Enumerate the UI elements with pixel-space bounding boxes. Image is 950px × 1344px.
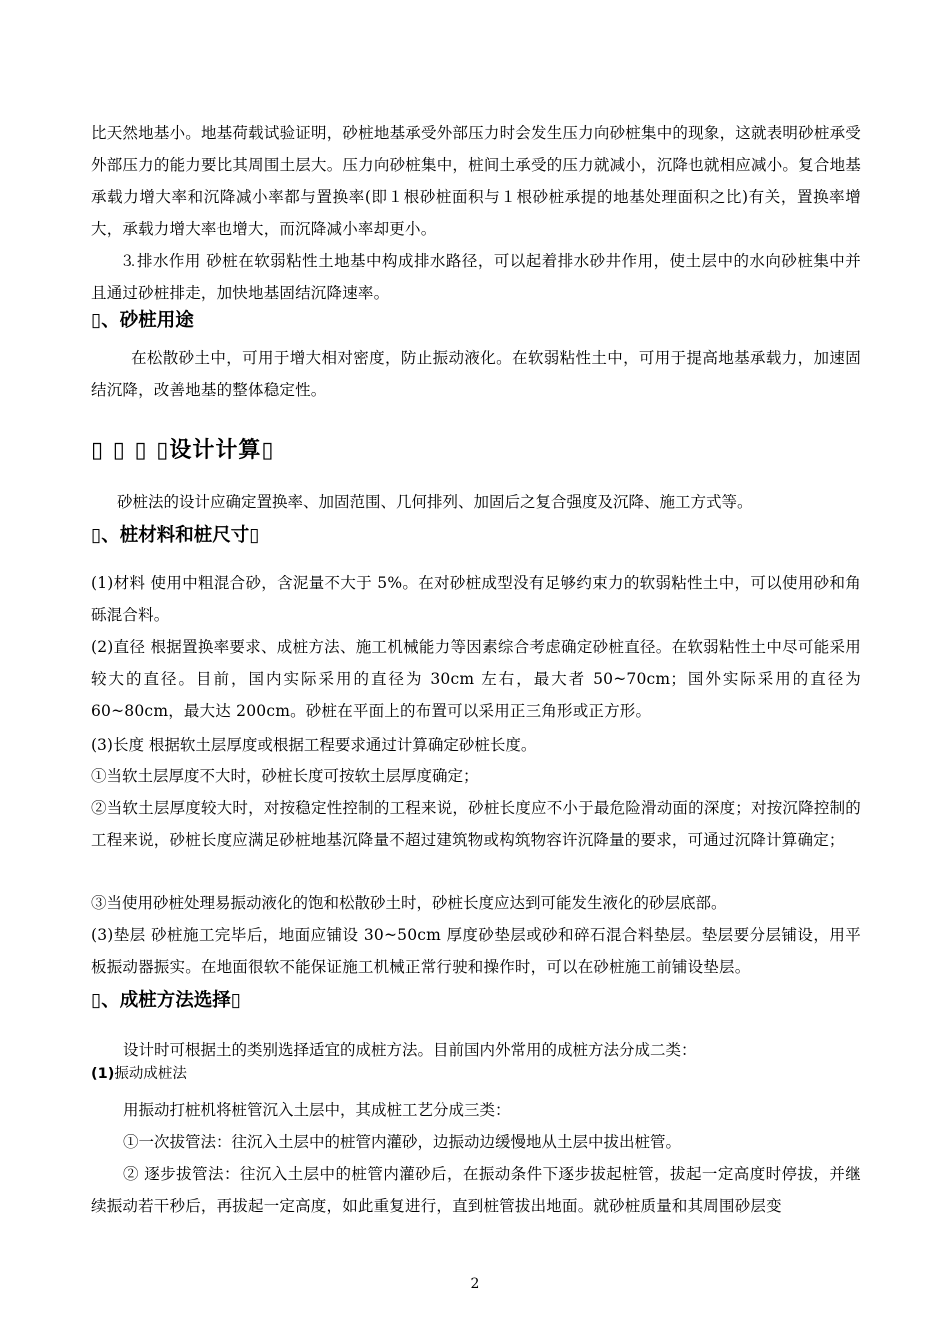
page-number: 2	[470, 1276, 480, 1292]
heading-text: 、成桩方法选择	[101, 990, 231, 1011]
heading-text: 、砂桩用途	[101, 310, 194, 331]
paragraph-single-pull: ①一次拔管法：往沉入土层中的桩管内灌砂，边振动边缓慢地从土层中拔出桩管。	[123, 1133, 682, 1151]
paragraph-length: (3)长度 根据软土层厚度或根据工程要求通过计算确定砂桩长度。	[91, 736, 537, 754]
heading-marker: ▯ ▯ ▯ ▯	[91, 438, 170, 463]
paragraph-use: 在松散砂土中，可用于增大相对密度，防止振动液化。在软弱粘性土中，可用于提高地基承载力，加速固结沉降，改善地基的整体稳定性。	[91, 349, 861, 399]
paragraph-diameter: (2)直径 根据置换率要求、成桩方法、施工机械能力等因素综合考虑确定砂桩直径。在软弱粘性土中尽可能采用较大的直径。目前，国内实际采用的直径为 30cm 左右，最大者 50~70cm；国外实际采用的直径为 60~80cm，最大达 200cm。砂桩在平面上的布置可以采用正三角形或正方形。	[91, 638, 861, 720]
heading-material-size: ▯、桩材料和桩尺寸▯	[91, 525, 260, 546]
subheading-text: 振动成桩法	[114, 1066, 187, 1082]
subheading-number: (1)	[91, 1066, 115, 1082]
paragraph-vibration-intro: 用振动打桩机将桩管沉入土层中，其成桩工艺分成三类：	[123, 1101, 511, 1119]
heading-marker: ▯	[91, 310, 102, 331]
paragraph-length-case-1: ①当软土层厚度不大时，砂桩长度可按软土层厚度确定；	[91, 767, 479, 785]
heading-method-selection: ▯、成桩方法选择▯	[91, 990, 241, 1011]
heading-marker: ▯	[91, 525, 102, 546]
heading-sand-pile-use	[91, 308, 194, 334]
paragraph-composite-foundation: 比天然地基小。地基荷载试验证明，砂桩地基承受外部压力时会发生压力向砂桩集中的现象，这就表明砂桩承受外部压力的能力要比其周围土层大。压力向砂桩集中，桩间土承受的压力就减小，沉降也就相应减小。复合地基承载力增大率和沉降减小率都与置换率(即１根砂桩面积与１根砂桩承提的地基处理面积之比)有关，置换率增大，承载力增大率也增大，而沉降减小率却更小。	[91, 124, 861, 238]
paragraph-length-case-3: ③当使用砂桩处理易振动液化的饱和松散砂土时，砂桩长度应达到可能发生液化的砂层底部。	[91, 894, 727, 912]
paragraph-material: (1)材料 使用中粗混合砂，含泥量不大于 5%。在对砂桩成型没有足够约束力的软弱粘性土中，可以使用砂和角砾混合料。	[91, 574, 861, 624]
heading-marker: ▯	[91, 990, 102, 1011]
subheading-vibration-method	[91, 1062, 187, 1086]
paragraph-method-intro: 设计时可根据土的类别选择适宜的成桩方法。目前国内外常用的成桩方法分成二类：	[123, 1041, 697, 1059]
paragraph-design-intro: 砂桩法的设计应确定置换率、加固范围、几何排列、加固后之复合强度及沉降、施工方式等。	[117, 493, 753, 511]
paragraph-cushion: (3)垫层 砂桩施工完毕后，地面应铺设 30~50cm 厚度砂垫层或砂和碎石混合料垫层。垫层要分层铺设，用平板振动器振实。在地面很软不能保证施工机械正常行驶和操作时，可以在砂桩施工前铺设垫层。	[91, 926, 861, 976]
paragraph-stepwise-pull: ② 逐步拔管法：往沉入土层中的桩管内灌砂后，在振动条件下逐步拔起桩管，拔起一定高度时停拔，并继续振动若干秒后，再拔起一定高度，如此重复进行，直到桩管拔出地面。就砂桩质量和其周围砂层变	[91, 1165, 861, 1215]
heading-design-calculation: ▯ ▯ ▯ ▯设计计算▯	[91, 438, 275, 463]
paragraph-length-case-2: ②当软土层厚度较大时，对按稳定性控制的工程来说，砂桩长度应不小于最危险滑动面的深度；对按沉降控制的工程来说，砂桩长度应满足砂桩地基沉降量不超过建筑物或构筑物容许沉降量的要求，可通过沉降计算确定；	[91, 799, 861, 849]
heading-text: 、桩材料和桩尺寸	[101, 525, 250, 546]
heading-text: 设计计算	[169, 438, 262, 463]
paragraph-drainage: ⒊排水作用 砂桩在软弱粘性土地基中构成排水路径，可以起着排水砂井作用，使土层中的水向砂桩集中并且通过砂桩排走，加快地基固结沉降速率。	[91, 252, 861, 302]
